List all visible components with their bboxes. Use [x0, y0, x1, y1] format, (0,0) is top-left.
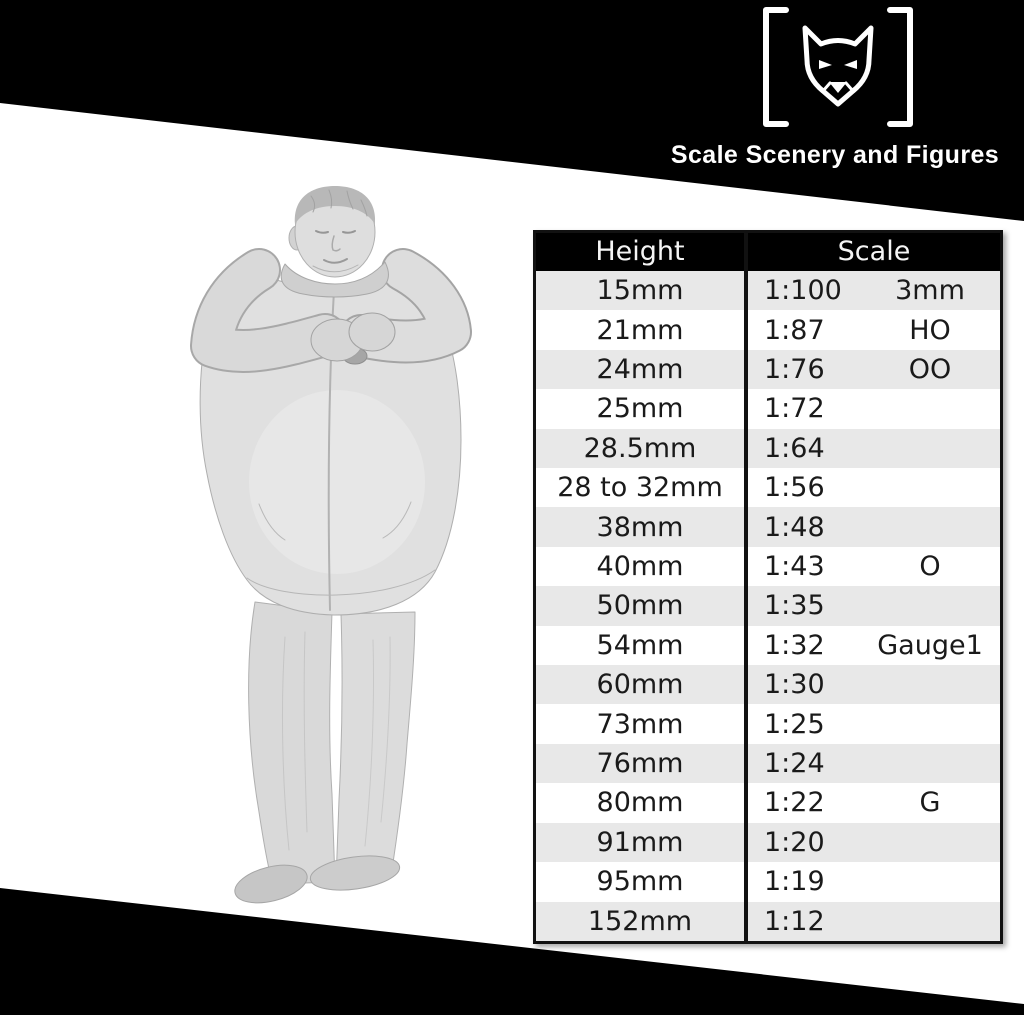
height-cell: 24mm — [536, 350, 748, 389]
scale-ratio: 1:87 — [764, 314, 825, 346]
gauge-name: 3mm — [895, 275, 965, 307]
height-cell: 95mm — [536, 862, 748, 901]
gauge-name: HO — [909, 314, 951, 346]
scale-cell — [748, 389, 1000, 428]
height-column-header: Height — [536, 233, 748, 271]
scale-cell — [748, 468, 1000, 507]
scale-ratio: 1:76 — [764, 354, 825, 386]
height-cell: 152mm — [536, 902, 748, 941]
table-row — [536, 547, 1000, 586]
height-cell: 50mm — [536, 586, 748, 625]
scale-cell — [748, 626, 1000, 665]
table-row — [536, 389, 1000, 428]
table-row — [536, 310, 1000, 349]
table-row — [536, 862, 1000, 901]
scale-ratio: 1:25 — [764, 708, 825, 740]
table-header-row — [536, 233, 1000, 271]
figure-right-hand — [349, 313, 395, 351]
wolf-head-icon — [805, 28, 871, 104]
scale-ratio: 1:43 — [764, 551, 825, 583]
table-row — [536, 823, 1000, 862]
scale-cell — [748, 665, 1000, 704]
height-cell: 60mm — [536, 665, 748, 704]
scale-cell — [748, 704, 1000, 743]
height-cell: 80mm — [536, 783, 748, 822]
table-row — [536, 586, 1000, 625]
height-cell: 76mm — [536, 744, 748, 783]
figure-image — [185, 182, 477, 908]
height-cell: 25mm — [536, 389, 748, 428]
scale-cell — [748, 507, 1000, 546]
height-cell: 73mm — [536, 704, 748, 743]
height-cell: 91mm — [536, 823, 748, 862]
figure-right-leg — [336, 612, 415, 882]
brand-name: Scale Scenery and Figures — [670, 141, 1000, 169]
figure-left-leg — [249, 602, 335, 884]
scale-ratio: 1:64 — [764, 432, 825, 464]
scale-ratio: 1:24 — [764, 748, 825, 780]
scale-cell — [748, 271, 1000, 310]
table-row — [536, 271, 1000, 310]
scale-ratio: 1:22 — [764, 787, 825, 819]
table-row — [536, 744, 1000, 783]
height-cell: 38mm — [536, 507, 748, 546]
table-row — [536, 468, 1000, 507]
scale-cell — [748, 862, 1000, 901]
scale-column-header: Scale — [837, 236, 911, 267]
scale-cell — [748, 547, 1000, 586]
table-row — [536, 507, 1000, 546]
scale-cell — [748, 350, 1000, 389]
height-cell: 21mm — [536, 310, 748, 349]
gauge-name: O — [919, 551, 941, 583]
brand-logo — [756, 4, 920, 130]
scale-cell — [748, 586, 1000, 625]
scale-ratio: 1:35 — [764, 590, 825, 622]
gauge-name: G — [919, 787, 941, 819]
scale-cell — [748, 310, 1000, 349]
scale-ratio: 1:19 — [764, 866, 825, 898]
scale-ratio: 1:48 — [764, 511, 825, 543]
bracket-right-icon — [890, 10, 910, 124]
height-cell: 15mm — [536, 271, 748, 310]
scale-ratio: 1:100 — [764, 275, 842, 307]
table-row — [536, 902, 1000, 941]
height-cell: 28.5mm — [536, 429, 748, 468]
scale-ratio: 1:56 — [764, 472, 825, 504]
scale-ratio: 1:72 — [764, 393, 825, 425]
scale-cell — [748, 902, 1000, 941]
scale-table — [533, 230, 1003, 944]
height-cell: 28 to 32mm — [536, 468, 748, 507]
scale-cell — [748, 823, 1000, 862]
scale-cell — [748, 429, 1000, 468]
table-row — [536, 626, 1000, 665]
height-cell: 40mm — [536, 547, 748, 586]
gauge-name: Gauge1 — [877, 629, 983, 661]
scale-cell — [748, 783, 1000, 822]
table-row — [536, 429, 1000, 468]
scale-ratio: 1:32 — [764, 629, 825, 661]
scale-cell — [748, 744, 1000, 783]
jacket-belly-highlight — [249, 390, 425, 574]
height-cell: 54mm — [536, 626, 748, 665]
table-row — [536, 704, 1000, 743]
scale-table-rows — [536, 271, 1000, 941]
table-row — [536, 783, 1000, 822]
scale-ratio: 1:30 — [764, 669, 825, 701]
gauge-name: OO — [908, 354, 952, 386]
table-row — [536, 665, 1000, 704]
bracket-left-icon — [766, 10, 786, 124]
table-row — [536, 350, 1000, 389]
scale-ratio: 1:12 — [764, 905, 825, 937]
scale-ratio: 1:20 — [764, 826, 825, 858]
